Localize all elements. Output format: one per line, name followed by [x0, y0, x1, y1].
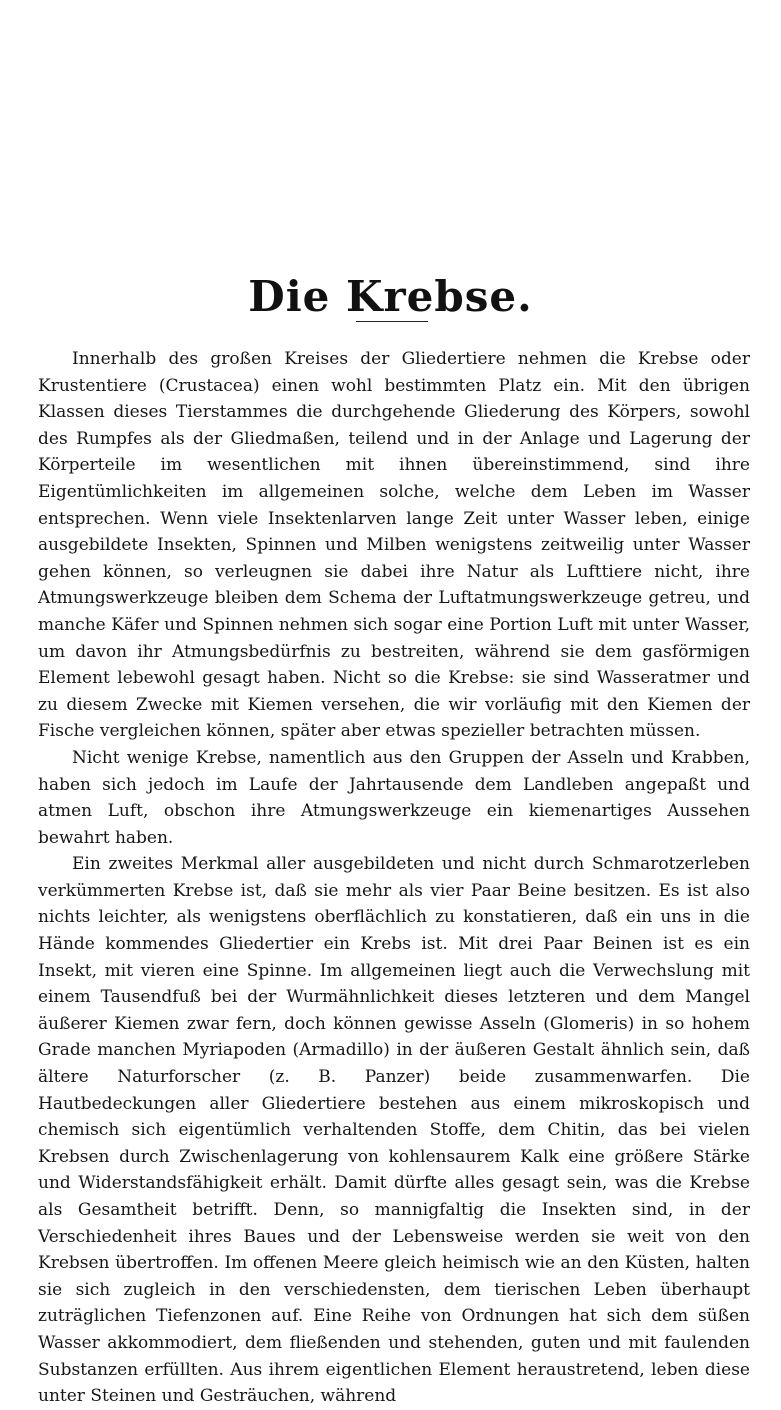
page-title: Die Krebse.: [248, 272, 533, 322]
title-divider: [356, 321, 428, 322]
body-text: [38, 346, 750, 1410]
paragraph-1: Innerhalb des großen Kreises der Gliedertiere nehmen die Krebse oder Krustentiere (Crustacea) einen wohl bestimmten Platz ein. Mit den übrigen Klassen dieses Tierstammes die durchgehende Gliederung des Körpers, sowohl des Rumpfes als der Gliedmaßen, teilend und in der Anlage und Lagerung der Körperteile im wesentlichen mit ihnen übereinstimmend, sind ihre Eigentümlichkeiten im allgemeinen solche, welche dem Leben im Wasser entsprechen. Wenn viele Insektenlarven lange Zeit unter Wasser leben, einige ausgebildete Insekten, Spinnen und Milben wenigstens zeitweilig unter Wasser gehen können, so verleugnen sie dabei ihre Natur als Lufttiere nicht, ihre Atmungswerkzeuge bleiben dem Schema der Luftatmungswerkzeuge getreu, und manche Käfer und Spinnen nehmen sich sogar eine Portion Luft mit unter Wasser, um davon ihr Atmungsbedürfnis zu bestreiten, während sie dem gasförmigen Element lebewohl gesagt haben. Nicht so die Krebse: sie sind Wasseratmer und zu diesem Zwecke mit Kiemen versehen, die wir vorläufig mit den Kiemen der Fische vergleichen können, später aber etwas spezieller betrachten müssen.: [38, 349, 750, 742]
paragraph-2: Nicht wenige Krebse, namentlich aus den Gruppen der Asseln und Krabben, haben sich jedoch im Laufe der Jahrtausende dem Landleben angepaßt und atmen Luft, obschon ihre Atmungswerkzeuge ein kiemenartiges Aussehen bewahrt haben.: [38, 747, 750, 848]
paragraph-3: Ein zweites Merkmal aller ausgebildeten und nicht durch Schmarotzerleben verkümmerten Krebse ist, daß sie mehr als vier Paar Beine besitzen. Es ist also nichts leichter, als wenigstens oberflächlich zu konstatieren, daß ein uns in die Hände kommendes Gliedertier ein Krebs ist. Mit drei Paar Beinen ist es ein Insekt, mit vieren eine Spinne. Im allgemeinen liegt auch die Verwechslung mit einem Tausendfuß bei der Wurmähnlichkeit dieses letzteren und dem Mangel äußerer Kiemen zwar fern, doch können gewisse Asseln (Glomeris) in so hohem Grade manchen Myriapoden (Armadillo) in der äußeren Gestalt ähnlich sein, daß ältere Naturforscher (z. B. Panzer) beide zusammenwarfen. Die Hautbedeckungen aller Gliedertiere bestehen aus einem mikroskopisch und chemisch sich eigentümlich verhaltenden Stoffe, dem Chitin, das bei vielen Krebsen durch Zwischenlagerung von kohlensaurem Kalk eine größere Stärke und Widerstandsfähigkeit erhält. Damit dürfte alles gesagt sein, was die Krebse als Gesamtheit betrifft. Denn, so mannigfaltig die Insekten sind, in der Verschiedenheit ihres Baues und der Lebensweise werden sie weit von den Krebsen übertroffen. Im offenen Meere gleich heimisch wie an den Küsten, halten sie sich zugleich in den verschiedensten, dem tierischen Leben überhaupt zuträglichen Tiefenzonen auf. Eine Reihe von Ordnungen hat sich dem süßen Wasser akkommodiert, dem fließenden und stehenden, guten und mit faulenden Substanzen erfüllten. Aus ihrem eigentlichen Element heraustretend, leben diese unter Steinen und Gesträuchen, während: [38, 854, 750, 1407]
